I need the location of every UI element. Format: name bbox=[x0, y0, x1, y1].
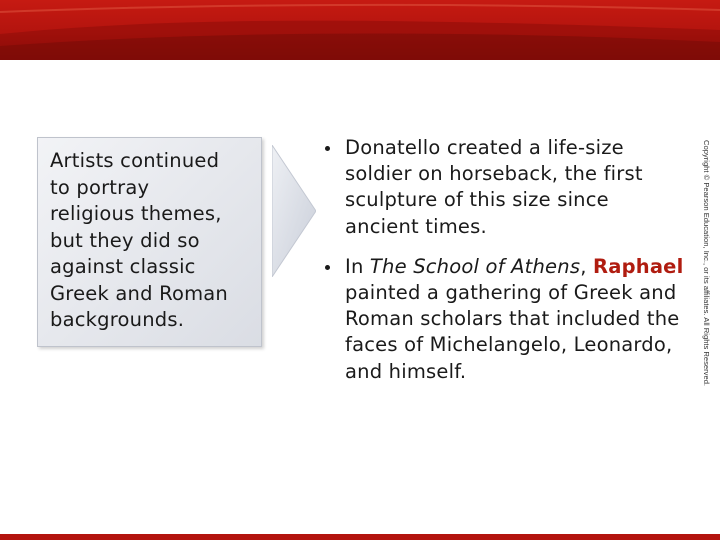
banner-swoosh-graphic bbox=[0, 0, 720, 60]
bullet-dot-icon bbox=[325, 146, 330, 151]
copyright-text: Copyright © Pearson Education, Inc., or its affiliates. All Rights Reserved. bbox=[702, 140, 711, 387]
callout-box bbox=[37, 137, 262, 347]
right-arrow-icon bbox=[272, 145, 316, 277]
bullet-rest: painted a gathering of Greek and Roman scholars that included the faces of Michelangelo, Leonardo, and himself. bbox=[345, 281, 680, 383]
bottom-bar bbox=[0, 534, 720, 540]
bullet-text: Donatello created a life-size soldier on horseback, the first sculpture of this size since ancient times. bbox=[345, 136, 643, 238]
bullet-item-raphael bbox=[318, 254, 688, 385]
copyright-notice bbox=[697, 140, 717, 405]
bullet-separator: , bbox=[580, 254, 593, 278]
bullet-prefix: In bbox=[345, 254, 370, 278]
top-banner bbox=[0, 0, 720, 60]
bullet-dot-icon bbox=[325, 265, 330, 270]
bullet-item-donatello bbox=[318, 135, 688, 240]
bullet-list bbox=[318, 135, 688, 399]
highlighted-term: Raphael bbox=[593, 254, 684, 278]
artwork-title: The School of Athens bbox=[369, 254, 581, 278]
callout-text: Artists continued to portray religious themes, but they did so against classic Greek and Roman backgrounds. bbox=[50, 149, 228, 331]
